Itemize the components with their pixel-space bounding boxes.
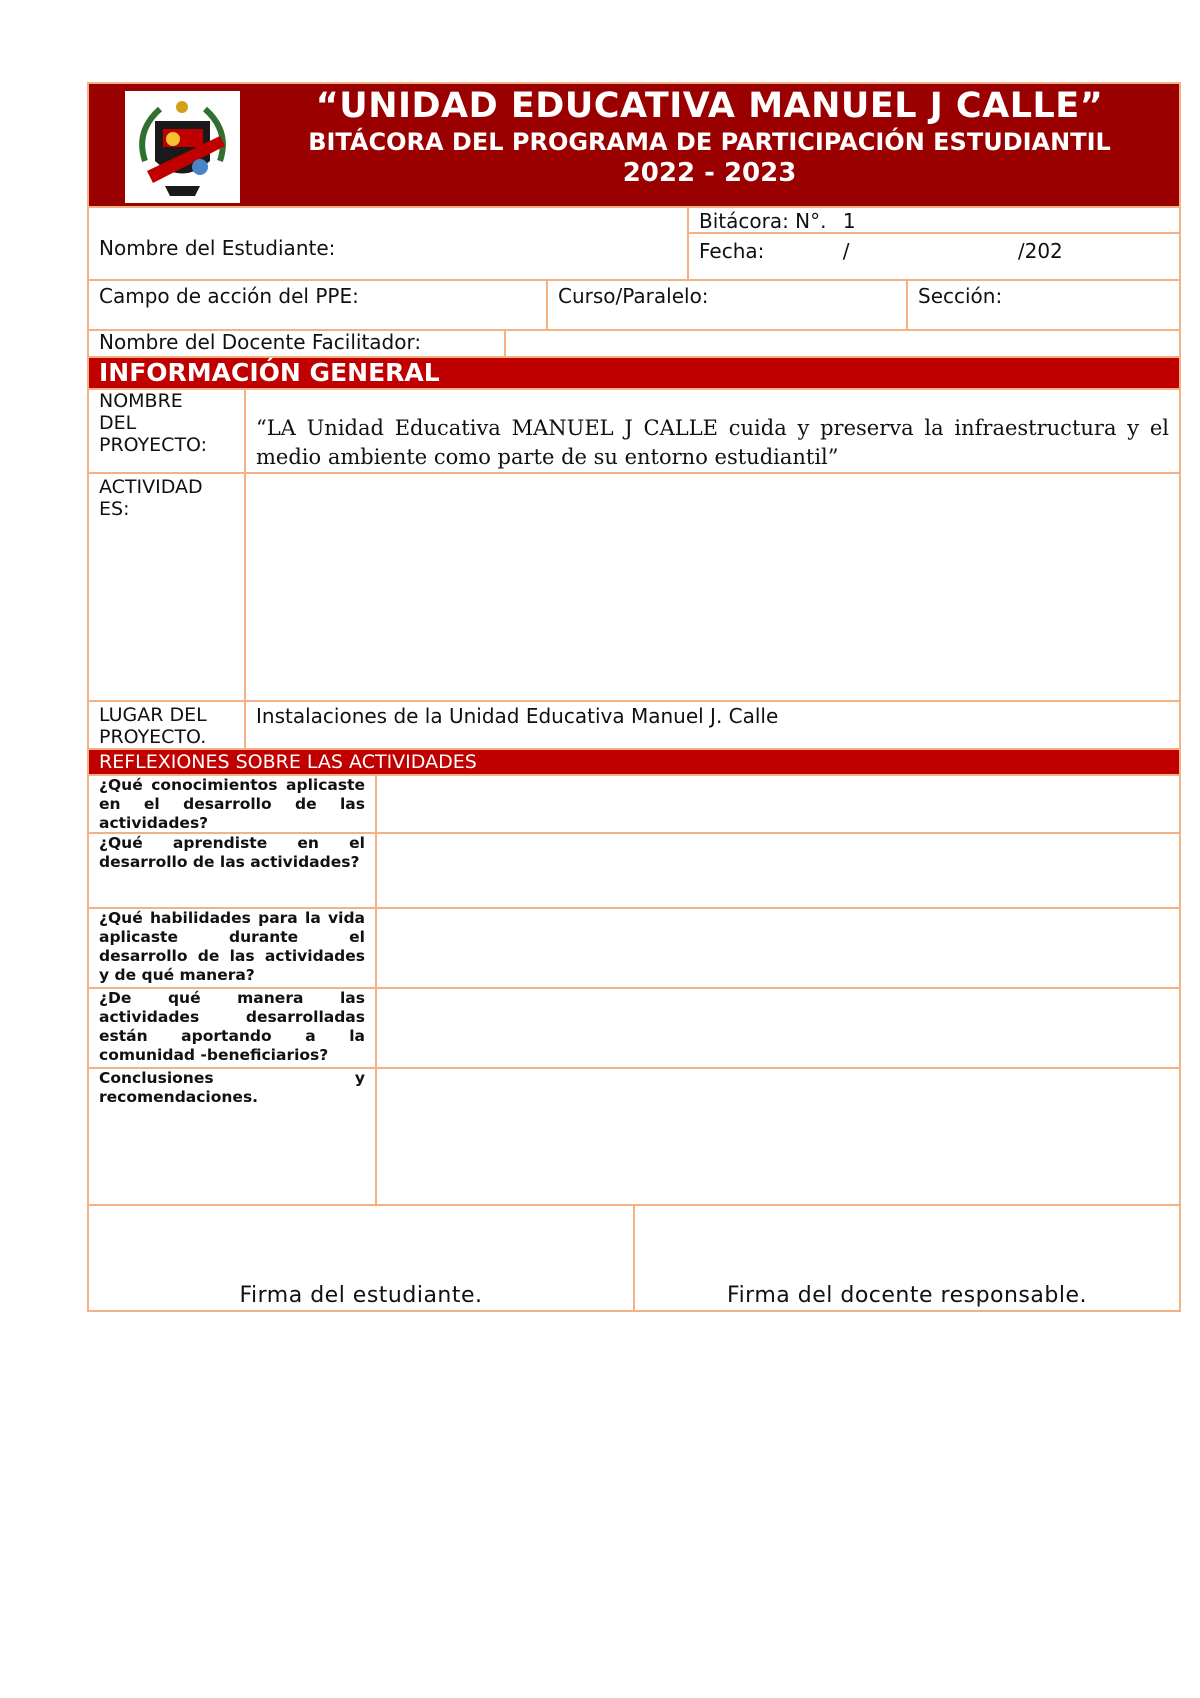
seccion-label: Sección:	[918, 284, 1003, 308]
place-label-line	[99, 704, 234, 726]
docente-input[interactable]	[506, 331, 1179, 356]
fecha-label: Fecha:	[699, 239, 765, 263]
activities-label-line: ES:	[99, 498, 130, 520]
campo-row	[87, 281, 1181, 331]
activities-row	[87, 474, 1181, 702]
student-signature-label: Firma del estudiante.	[239, 1283, 483, 1308]
activities-label-cell	[89, 474, 246, 700]
school-crest-logo	[125, 91, 240, 203]
form-header	[87, 82, 1181, 208]
project-label-line: DEL	[99, 412, 137, 434]
activities-label-line: ACTIVIDAD	[99, 476, 203, 498]
reflection-row	[87, 1069, 1181, 1206]
docente-label-cell	[89, 331, 506, 356]
project-label-line: PROYECTO:	[99, 434, 208, 456]
bitacora-form	[87, 82, 1181, 1312]
reflection-answer-input[interactable]	[377, 989, 1179, 1067]
general-info-header	[87, 358, 1181, 388]
reflection-question: Conclusiones y recomendaciones.	[89, 1069, 377, 1204]
reflection-answer-input[interactable]	[377, 1069, 1179, 1204]
bitacora-block	[689, 208, 1179, 279]
teacher-signature-box[interactable]	[635, 1206, 1179, 1310]
student-name-field[interactable]	[89, 208, 689, 279]
project-label-cell	[89, 390, 246, 472]
reflection-row	[87, 834, 1181, 909]
curso-field[interactable]	[548, 281, 908, 329]
docente-row	[87, 331, 1181, 358]
project-label-line: NOMBRE	[99, 390, 183, 412]
project-row	[87, 388, 1181, 474]
reflection-answer-input[interactable]	[377, 909, 1179, 987]
reflection-answer-input[interactable]	[377, 834, 1179, 907]
school-year: 2022 - 2023	[622, 158, 797, 188]
student-signature-box[interactable]	[89, 1206, 635, 1310]
place-row	[87, 702, 1181, 750]
form-subtitle: BITÁCORA DEL PROGRAMA DE PARTICIPACIÓN ESTUDIANTIL	[308, 128, 1111, 156]
project-name-value: “LA Unidad Educativa MANUEL J CALLE cuida y preserva la infraestructura y el medio ambiente como parte de su entorno estudiantil”	[256, 416, 1169, 469]
school-name: “UNIDAD EDUCATIVA MANUEL J CALLE”	[315, 86, 1104, 126]
bitacora-label: Bitácora: N°.	[699, 209, 827, 233]
seccion-field[interactable]	[908, 281, 1179, 329]
student-name-label: Nombre del Estudiante:	[99, 235, 336, 260]
reflections-title: REFLEXIONES SOBRE LAS ACTIVIDADES	[99, 751, 477, 773]
signature-row	[87, 1206, 1181, 1312]
teacher-signature-label: Firma del docente responsable.	[727, 1283, 1087, 1308]
campo-field[interactable]	[89, 281, 548, 329]
place-label-text: LUGAR DEL	[99, 704, 207, 726]
place-value: Instalaciones de la Unidad Educativa Manuel J. Calle	[256, 704, 779, 728]
general-info-title: INFORMACIÓN GENERAL	[99, 358, 440, 387]
bitacora-number: 1	[842, 209, 856, 233]
place-label-line: PROYECTO.	[99, 726, 207, 748]
fecha-field[interactable]	[689, 234, 1179, 279]
reflection-question: ¿Qué habilidades para la vida aplicaste durante el desarrollo de las actividades y de qué manera?	[89, 909, 377, 987]
campo-label: Campo de acción del PPE:	[99, 284, 359, 308]
reflection-row	[87, 989, 1181, 1069]
reflection-question: ¿Qué aprendiste en el desarrollo de las actividades?	[89, 834, 377, 907]
reflection-row	[87, 774, 1181, 834]
bitacora-number-field[interactable]	[689, 208, 1179, 234]
curso-label: Curso/Paralelo:	[558, 284, 709, 308]
place-label-cell	[89, 702, 246, 748]
fecha-year: /202	[1017, 239, 1063, 263]
reflection-answer-input[interactable]	[377, 776, 1179, 832]
activities-input[interactable]	[246, 474, 1179, 700]
student-row	[87, 208, 1181, 281]
reflection-question: ¿Qué conocimientos aplicaste en el desarrollo de las actividades?	[89, 776, 377, 832]
reflection-row	[87, 909, 1181, 989]
docente-label: Nombre del Docente Facilitador:	[99, 330, 422, 354]
reflection-question: ¿De qué manera las actividades desarrolladas están aportando a la comunidad -beneficiarios?	[89, 989, 377, 1067]
header-text	[240, 84, 1179, 206]
reflections-header	[87, 750, 1181, 774]
fecha-separator: /	[842, 239, 850, 263]
